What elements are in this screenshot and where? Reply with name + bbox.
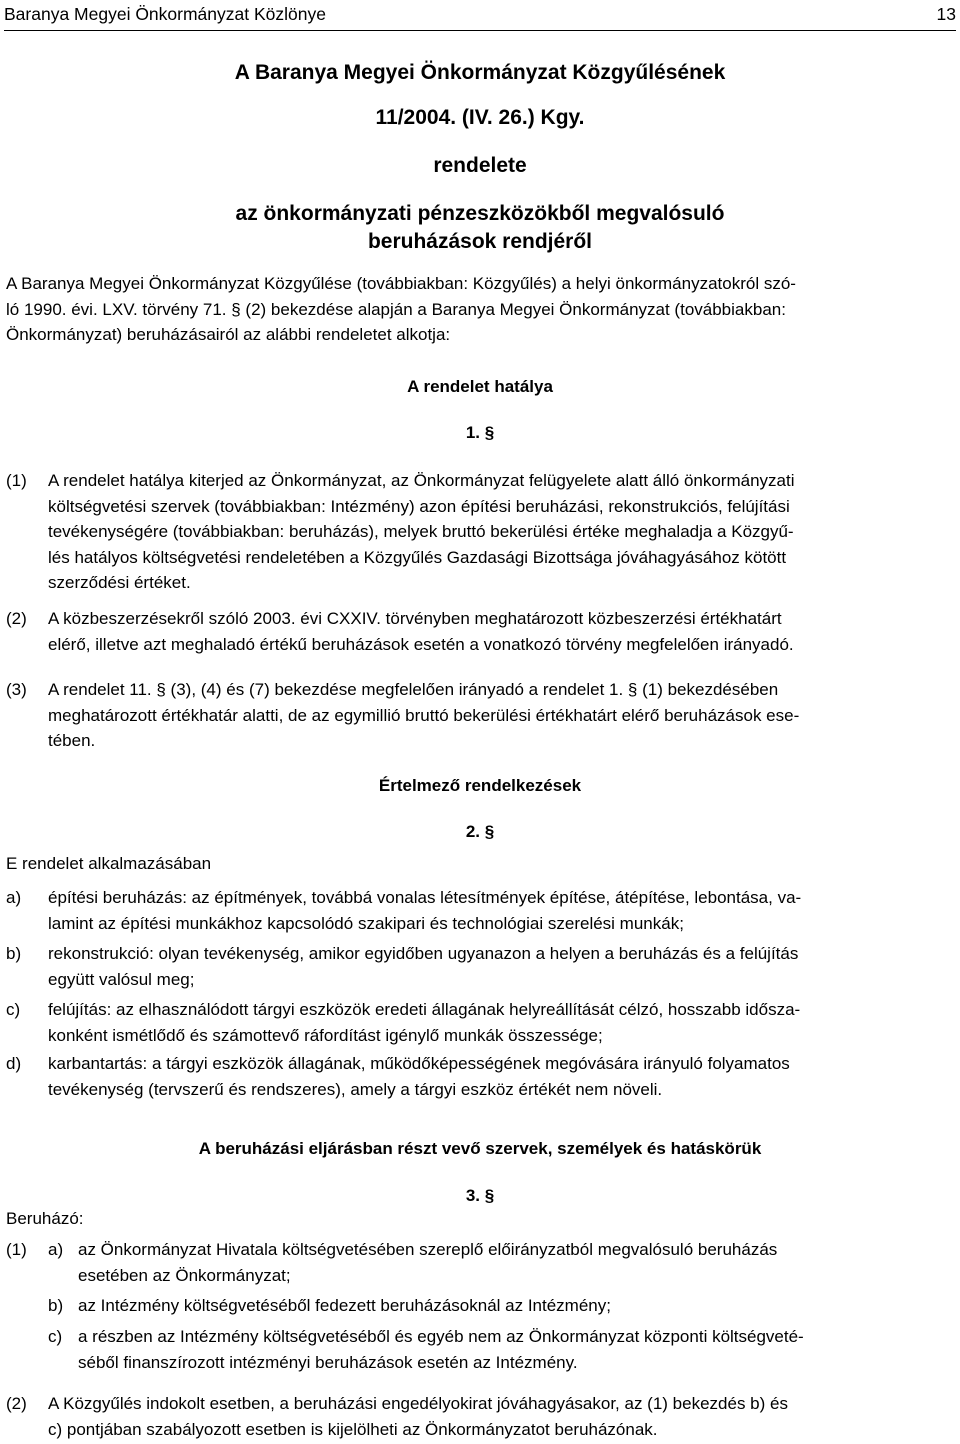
text-line: a részben az Intézmény költségvetéséből és egyéb nem az Önkormányzat központi költségveté- [78, 1327, 804, 1346]
item-text [48, 677, 954, 754]
item-text [48, 941, 954, 992]
item-text [78, 1237, 954, 1288]
item-label: a) [6, 888, 22, 907]
item-text [48, 997, 954, 1048]
item-label: b) [6, 944, 22, 963]
section-1-heading: A rendelet hatálya [407, 377, 553, 396]
item-text [48, 606, 954, 657]
item-label: c) [48, 1327, 63, 1346]
item-text [48, 1391, 954, 1442]
text-line: tevékenység (tervszerű és rendszeres), amely a tárgyi eszköz értékét nem növeli. [48, 1079, 663, 1099]
text-line: Önkormányzat) beruházásairól az alábbi rendeletet alkotja: [6, 325, 451, 344]
item-label: b) [48, 1296, 64, 1315]
title-line-5: beruházások rendjéről [367, 230, 593, 253]
title-line-4: az önkormányzati pénzeszközökből megvalósuló [235, 202, 725, 225]
text-line: ló 1990. évi. LXV. törvény 71. § (2) bekezdése alapján a Baranya Megyei Önkormányzat (továbbiakban: [6, 299, 786, 319]
item-text [48, 885, 954, 936]
item-label: (2) [6, 609, 27, 628]
text-line: A rendelet 11. § (3), (4) és (7) bekezdése megfelelően irányadó a rendelet 1. § (1) bekezdésében [48, 680, 779, 699]
text-line: séből finanszírozott intézményi beruházások esetén az Intézmény. [78, 1352, 578, 1372]
text-line: szerződési értéket. [48, 573, 191, 592]
text-line: az Önkormányzat Hivatala költségvetésében szereplő előirányzatból megvalósuló beruházás [78, 1240, 778, 1259]
text-line: tevékenységére (továbbiakban: beruházás), melyek bruttó bekerülési értéke meghaladja a Közgyű- [48, 522, 794, 541]
text-line: felújítás: az elhasználódott tárgyi eszközök eredeti állagának helyreállítását célzó, hosszabb idősza- [48, 1000, 801, 1019]
text-line: rekonstrukció: olyan tevékenység, amikor egyidőben ugyanazon a helyen a beruházás és a felújítás [48, 944, 799, 963]
text-line: lamint az építési munkákhoz kapcsolódó szakipari és technológiai szerelési munkák; [48, 913, 684, 933]
text-line: az Intézmény költségvetéséből fedezett beruházásoknál az Intézmény; [78, 1296, 611, 1315]
section-3-heading: A beruházási eljárásban részt vevő szervek, személyek és hatáskörük [198, 1139, 762, 1158]
text-line: tében. [48, 731, 96, 750]
text-line: A rendelet hatálya kiterjed az Önkormányzat, az Önkormányzat felügyelete alatt álló önkormányzati [48, 471, 795, 490]
item-label: (3) [6, 680, 27, 699]
text-line: meghatározott értékhatár alatti, de az egymillió bruttó bekerülési értékhatárt elérő beruházások ese- [48, 705, 800, 725]
text-line: A Baranya Megyei Önkormányzat Közgyűlése (továbbiakban: Közgyűlés) a helyi önkormányzatokról szó- [6, 274, 796, 293]
item-text [48, 1051, 954, 1102]
item-label: d) [6, 1054, 22, 1073]
item-label: c) [6, 1000, 21, 1019]
section-2-heading: Értelmező rendelkezések [378, 776, 582, 795]
text-line: A Közgyűlés indokolt esetben, a beruházási engedélyokirat jóváhagyásakor, az (1) bekezdés b) és [48, 1394, 788, 1413]
section-3-intro: Beruházó: [6, 1209, 84, 1228]
text-line: együtt valósul meg; [48, 969, 195, 989]
page-number: 13 [936, 4, 956, 24]
item-label: a) [48, 1240, 64, 1259]
section-3-number: 3. § [465, 1186, 495, 1205]
item-label: (1) [6, 471, 27, 490]
text-line: c) pontjában szabályozott esetben is kijelölheti az Önkormányzatot beruházónak. [48, 1419, 658, 1439]
title-line-1: A Baranya Megyei Önkormányzat Közgyűlésének [234, 61, 726, 84]
section-2-number: 2. § [465, 822, 495, 841]
text-line: A közbeszerzésekről szóló 2003. évi CXXIV. törvényben meghatározott közbeszerzési értékhatárt [48, 609, 782, 628]
text-line: építési beruházás: az építmények, továbbá vonalas létesítmények építése, átépítése, lebontása, va- [48, 888, 802, 907]
text-line: esetében az Önkormányzat; [78, 1265, 291, 1285]
text-line: konként ismétlődő és számottevő ráfordítást igénylő munkák összessége; [48, 1025, 603, 1045]
title-line-2: 11/2004. (IV. 26.) Kgy. [375, 106, 585, 129]
item-text [78, 1293, 954, 1319]
journal-title: Baranya Megyei Önkormányzat Közlönye [4, 4, 326, 24]
section-1-number: 1. § [465, 423, 495, 442]
title-line-3: rendelete [433, 154, 527, 177]
item-text [48, 468, 954, 596]
section-2-intro: E rendelet alkalmazásában [6, 854, 212, 873]
item-text [78, 1324, 954, 1375]
text-line: költségvetési szervek (továbbiakban: Intézmény) azon építési beruházási, rekonstrukciós, felújítási [48, 496, 790, 516]
preamble [6, 271, 954, 348]
text-line: elérő, illetve azt meghaladó értékű beruházások esetén a vonatkozó törvény megfelelően irányadó. [48, 634, 794, 654]
text-line: lés hatályos költségvetési rendeletében a Közgyűlés Gazdasági Bizottsága jóváhagyásához kötött [48, 547, 787, 567]
text-line: karbantartás: a tárgyi eszközök állagának, működőképességének megóvására irányuló folyamatos [48, 1054, 790, 1073]
item-label: (2) [6, 1394, 27, 1413]
item-label: (1) [6, 1240, 27, 1259]
page-header [4, 0, 956, 31]
